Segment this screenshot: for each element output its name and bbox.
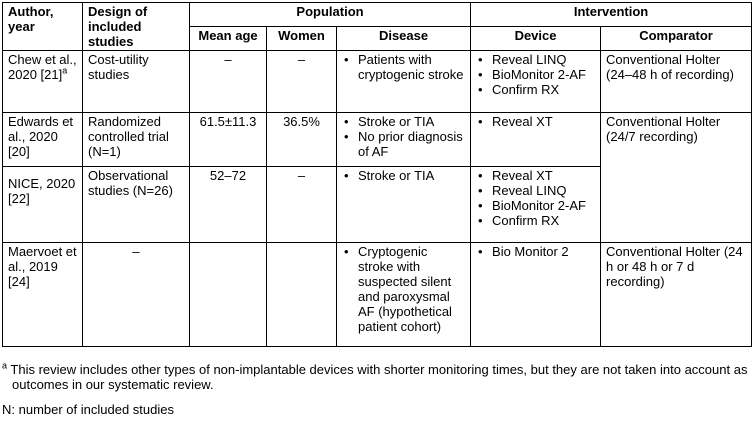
cell-device (471, 167, 601, 243)
review-table (2, 2, 752, 347)
cell-mean-age (190, 243, 267, 347)
list-item: • BioMonitor 2-AF (476, 67, 595, 82)
cell-device (471, 243, 601, 347)
list-item: • Confirm RX (476, 213, 595, 228)
header-device: Device (471, 27, 601, 51)
cell-design: Observational studies (N=26) (83, 167, 190, 243)
cell-device (471, 51, 601, 113)
header-mean-age: Mean age (190, 27, 267, 51)
list-item: • Reveal LINQ (476, 52, 595, 67)
cell-design: Randomized controlled trial (N=1) (83, 113, 190, 167)
table-footnotes (2, 362, 750, 417)
cell-disease (337, 243, 471, 347)
cell-comparator: Conventional Holter (24/7 recording) (601, 113, 752, 243)
cell-author: Chew et al., 2020 $[21]^a$ (3, 51, 83, 113)
footnote-a: $^a$ This review includes other types of non-implantable devices with shorter monitoring times, but they are not taken into account as outcomes in our systematic review. (2, 360, 748, 392)
header-population: Population (190, 3, 471, 27)
list-item: • Stroke or TIA (342, 114, 465, 129)
list-item: • Reveal XT (476, 168, 595, 183)
cell-women: – (267, 167, 337, 243)
cell-comparator: Conventional Holter (24 h or 48 h or 7 d recording) (601, 243, 752, 347)
cell-author: Edwards et al., 2020 [20] (3, 113, 83, 167)
cell-mean-age: 52–72 (190, 167, 267, 243)
list-item: • Confirm RX (476, 82, 595, 97)
cell-mean-age: – (190, 51, 267, 113)
header-disease: Disease (337, 27, 471, 51)
table-row (3, 243, 752, 347)
header-design: Design of included studies (83, 3, 190, 51)
list-item: • Patients with cryptogenic stroke (342, 52, 465, 82)
cell-author: NICE, 2020 [22] (3, 167, 83, 243)
cell-device (471, 113, 601, 167)
list-item: • BioMonitor 2-AF (476, 198, 595, 213)
footnote-marker: a (62, 65, 68, 76)
footnote-n: N: number of included studies (2, 402, 174, 417)
header-author-year: Author, year (3, 3, 83, 51)
cell-design: Cost-utility studies (83, 51, 190, 113)
cell-comparator: Conventional Holter (24–48 h of recording) (601, 51, 752, 113)
list-item: • Cryptogenic stroke with suspected silent and paroxysmal AF (hypothetical patient cohort) (342, 244, 465, 334)
cell-women: 36.5% (267, 113, 337, 167)
cell-disease (337, 51, 471, 113)
cell-women (267, 243, 337, 347)
list-item: • No prior diagnosis of AF (342, 129, 465, 159)
header-comparator: Comparator (601, 27, 752, 51)
header-intervention: Intervention (471, 3, 752, 27)
cell-disease (337, 113, 471, 167)
cell-design: – (83, 243, 190, 347)
cell-author: Maervoet et al., 2019 [24] (3, 243, 83, 347)
header-row-1 (3, 3, 752, 27)
cell-disease (337, 167, 471, 243)
cell-mean-age: 61.5±11.3 (190, 113, 267, 167)
cell-women: – (267, 51, 337, 113)
list-item: • Reveal LINQ (476, 183, 595, 198)
list-item: • Reveal XT (476, 114, 595, 129)
header-women: Women (267, 27, 337, 51)
table-row (3, 51, 752, 113)
table-row (3, 113, 752, 167)
list-item: • Bio Monitor 2 (476, 244, 595, 259)
list-item: • Stroke or TIA (342, 168, 465, 183)
